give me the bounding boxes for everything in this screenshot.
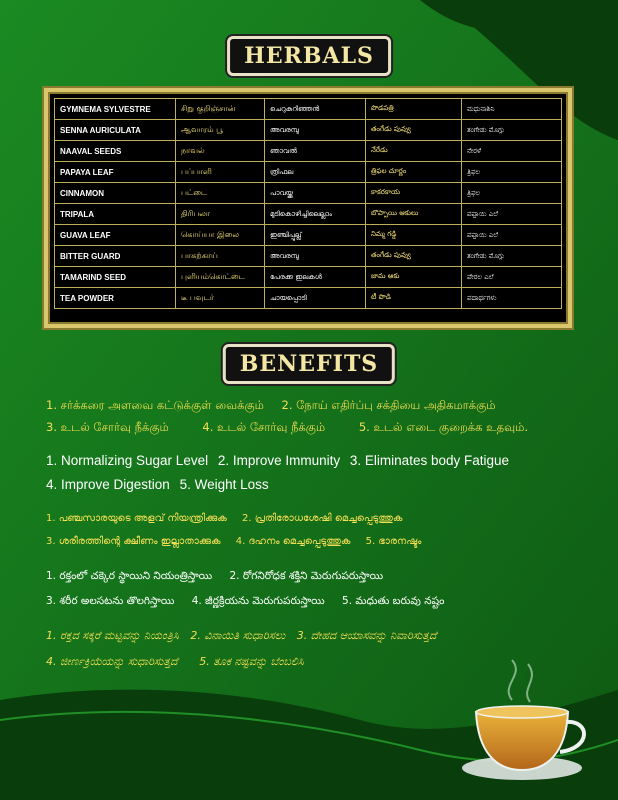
telugu-benefit: 3. శరీర అలసటను తొలగిస్తాయి — [46, 595, 175, 607]
english-benefit: 5. Weight Loss — [179, 477, 269, 492]
herb-malayalam-name: പാവയ്ക്ക — [265, 183, 366, 204]
herb-kannada-name: ತಂಗೇಡು ಮೊಗ್ಗು — [462, 120, 562, 141]
herb-english-name: TRIPALA — [55, 204, 176, 225]
herb-kannada-name: ತ್ರಿಫಲ — [462, 183, 562, 204]
herbal-row — [55, 204, 562, 225]
herbal-row — [55, 141, 562, 162]
herb-english-name: BITTER GUARD — [55, 246, 176, 267]
herbal-row — [55, 183, 562, 204]
herb-tamil-name: டீ பவுடர் — [176, 288, 265, 309]
tamil-benefits-line-2 — [46, 420, 528, 436]
malayalam-benefit: 1. പഞ്ചസാരയുടെ അളവ് നിയന്ത്രിക്കുക — [46, 513, 227, 524]
herb-english-name: GUAVA LEAF — [55, 225, 176, 246]
herb-telugu-name: త్రిఫల చూర్ణం — [366, 162, 462, 183]
english-benefit: 4. Improve Digestion — [46, 477, 170, 492]
telugu-benefit: 1. రక్తంలో చక్కెర స్థాయిని నియంత్రిస్తాయి — [46, 570, 213, 582]
herb-kannada-name: ಮಧುನಾಶಿನಿ — [462, 99, 562, 120]
herb-kannada-name: ಪಪ್ಪಾಯಿ ಎಲೆ — [462, 204, 562, 225]
herb-english-name: TAMARIND SEED — [55, 267, 176, 288]
telugu-benefit: 4. జీర్ణక్రియను మెరుగుపరుస్తాయి — [191, 595, 325, 607]
herb-kannada-name: ತಂಗೇಡು ಮೊಗ್ಗು — [462, 246, 562, 267]
malayalam-benefit: 5. ഭാരനഷ്ടം — [365, 536, 422, 547]
kannada-benefit: 4. ಜೀರ್ಣಕ್ರಿಯೆಯನ್ನು ಸುಧಾರಿಸುತ್ತದೆ — [46, 655, 178, 668]
malayalam-benefit: 2. പ്രതിരോധശേഷി മെച്ചപ്പെടുത്തുക — [242, 513, 403, 524]
herb-malayalam-name: ഞാവൽ — [265, 141, 366, 162]
herb-tamil-name: திரிபலா — [176, 204, 265, 225]
herbal-row — [55, 246, 562, 267]
herb-telugu-name: తంగేడు పువ్వు — [366, 246, 462, 267]
herbals-table — [54, 98, 562, 309]
herbal-row — [55, 120, 562, 141]
english-benefit: 1. Normalizing Sugar Level — [46, 453, 209, 468]
herbal-row — [55, 99, 562, 120]
herb-english-name: CINNAMON — [55, 183, 176, 204]
herbals-table-frame — [44, 88, 572, 328]
benefits-heading: BENEFITS — [223, 344, 395, 384]
herbals-heading: HERBALS — [227, 36, 391, 76]
herb-kannada-name: ತ್ರಿಫಲ — [462, 162, 562, 183]
kannada-benefits-line-2 — [46, 655, 304, 669]
herbal-row — [55, 225, 562, 246]
herb-telugu-name: నిమ్మ గడ్డి — [366, 225, 462, 246]
herb-telugu-name: జామ ఆకు — [366, 267, 462, 288]
herb-telugu-name: నేరేడు — [366, 141, 462, 162]
english-benefit: 3. Eliminates body Fatigue — [349, 453, 510, 468]
kannada-benefit: 5. ತೂಕ ನಷ್ಟವನ್ನು ಬೆಂಬಲಿಸಿ — [199, 655, 304, 668]
herb-malayalam-name: ചെറുകുറിഞ്ഞൻ — [265, 99, 366, 120]
tamil-benefit: 3. உடல் சோர்வு நீக்கும் — [46, 420, 169, 434]
herb-english-name: GYMNEMA SYLVESTRE — [55, 99, 176, 120]
herb-english-name: PAPAYA LEAF — [55, 162, 176, 183]
tamil-benefit: 5. உடல் எடை குறைக்க உதவும். — [358, 420, 528, 434]
herb-kannada-name: ಪೇರಲ ಎಲೆ — [462, 267, 562, 288]
tamil-benefit: 1. சர்க்கரை அளவை கட்டுக்குள் வைக்கும் — [46, 398, 264, 412]
kannada-benefit: 1. ರಕ್ತದ ಸಕ್ಕರೆ ಮಟ್ಟವನ್ನು ನಿಯಂತ್ರಿಸಿ — [46, 629, 179, 642]
tamil-benefit: 4. உடல் சோர்வு நீக்கும் — [202, 420, 326, 434]
herb-telugu-name: టీ పొడి — [366, 288, 462, 309]
herb-telugu-name: తంగేడు పువ్వు — [366, 120, 462, 141]
herb-kannada-name: ಪಪ್ಪಾಯಿ ಎಲೆ — [462, 225, 562, 246]
herb-tamil-name: பப்பாளி — [176, 162, 265, 183]
herb-malayalam-name: മുടികൊഴിച്ചിലെല്ലാം — [265, 204, 366, 225]
herb-tamil-name: ஆவாரம் பூ — [176, 120, 265, 141]
herb-malayalam-name: ത്രിഫല — [265, 162, 366, 183]
english-benefit: 2. Improve Immunity — [217, 453, 341, 468]
malayalam-benefits-line-1 — [46, 513, 402, 524]
herb-malayalam-name: ചായപ്പൊടി — [265, 288, 366, 309]
telugu-benefit: 5. మధుతు బరువు నష్టం — [342, 595, 445, 607]
herb-malayalam-name: ഇഞ്ചിപ്പുല്ല് — [265, 225, 366, 246]
herb-kannada-name: ಪದಾರ್ಥಗಳು — [462, 288, 562, 309]
kannada-benefits-line-1 — [46, 629, 437, 643]
malayalam-benefit: 4. ദഹനം മെച്ചപ്പെടുത്തുക — [235, 536, 351, 547]
herb-tamil-name: பாகற்காய் — [176, 246, 265, 267]
telugu-benefits-line-1 — [46, 570, 383, 585]
tamil-benefits-line-1 — [46, 398, 496, 414]
kannada-benefit: 3. ದೇಹದ ಆಯಾಸವನ್ನು ನಿವಾರಿಸುತ್ತದೆ — [296, 629, 437, 642]
herb-telugu-name: బొప్పాయి ఆకులు — [366, 204, 462, 225]
english-benefits-line-1 — [46, 453, 509, 468]
telugu-benefit: 2. రోగనిరోధక శక్తిని మెరుగుపరుస్తాయి — [229, 570, 384, 582]
kannada-benefit: 2. ವಿನಾಯಿತಿ ಸುಧಾರಿಸಲು — [190, 629, 286, 642]
herb-malayalam-name: അവരമ്പു — [265, 120, 366, 141]
herb-malayalam-name: പേരക്ക ഇലകൾ — [265, 267, 366, 288]
herb-english-name: TEA POWDER — [55, 288, 176, 309]
herb-english-name: SENNA AURICULATA — [55, 120, 176, 141]
herb-tamil-name: கொய்யா இலை — [176, 225, 265, 246]
telugu-benefits-line-2 — [46, 595, 444, 610]
herb-malayalam-name: അവരമ്പു — [265, 246, 366, 267]
herbal-row — [55, 162, 562, 183]
herb-tamil-name: சிறு குறிஞ்சான் — [176, 99, 265, 120]
herbal-row — [55, 267, 562, 288]
herb-tamil-name: புளியம்கொட்டை — [176, 267, 265, 288]
tamil-benefit: 2. நோய் எதிர்ப்பு சக்தியை அதிகமாக்கும் — [281, 398, 496, 412]
english-benefits-line-2 — [46, 477, 269, 492]
herb-tamil-name: நாவல் — [176, 141, 265, 162]
malayalam-benefit: 3. ശരീരത്തിന്റെ ക്ഷീണം ഇല്ലാതാക്കുക — [46, 536, 221, 547]
herb-telugu-name: కాకరకాయ — [366, 183, 462, 204]
malayalam-benefits-line-2 — [46, 536, 421, 547]
herbal-row — [55, 288, 562, 309]
herb-english-name: NAAVAL SEEDS — [55, 141, 176, 162]
herb-telugu-name: పొడపత్రి — [366, 99, 462, 120]
herb-kannada-name: ನೇರಳೆ — [462, 141, 562, 162]
herb-tamil-name: பட்டை — [176, 183, 265, 204]
